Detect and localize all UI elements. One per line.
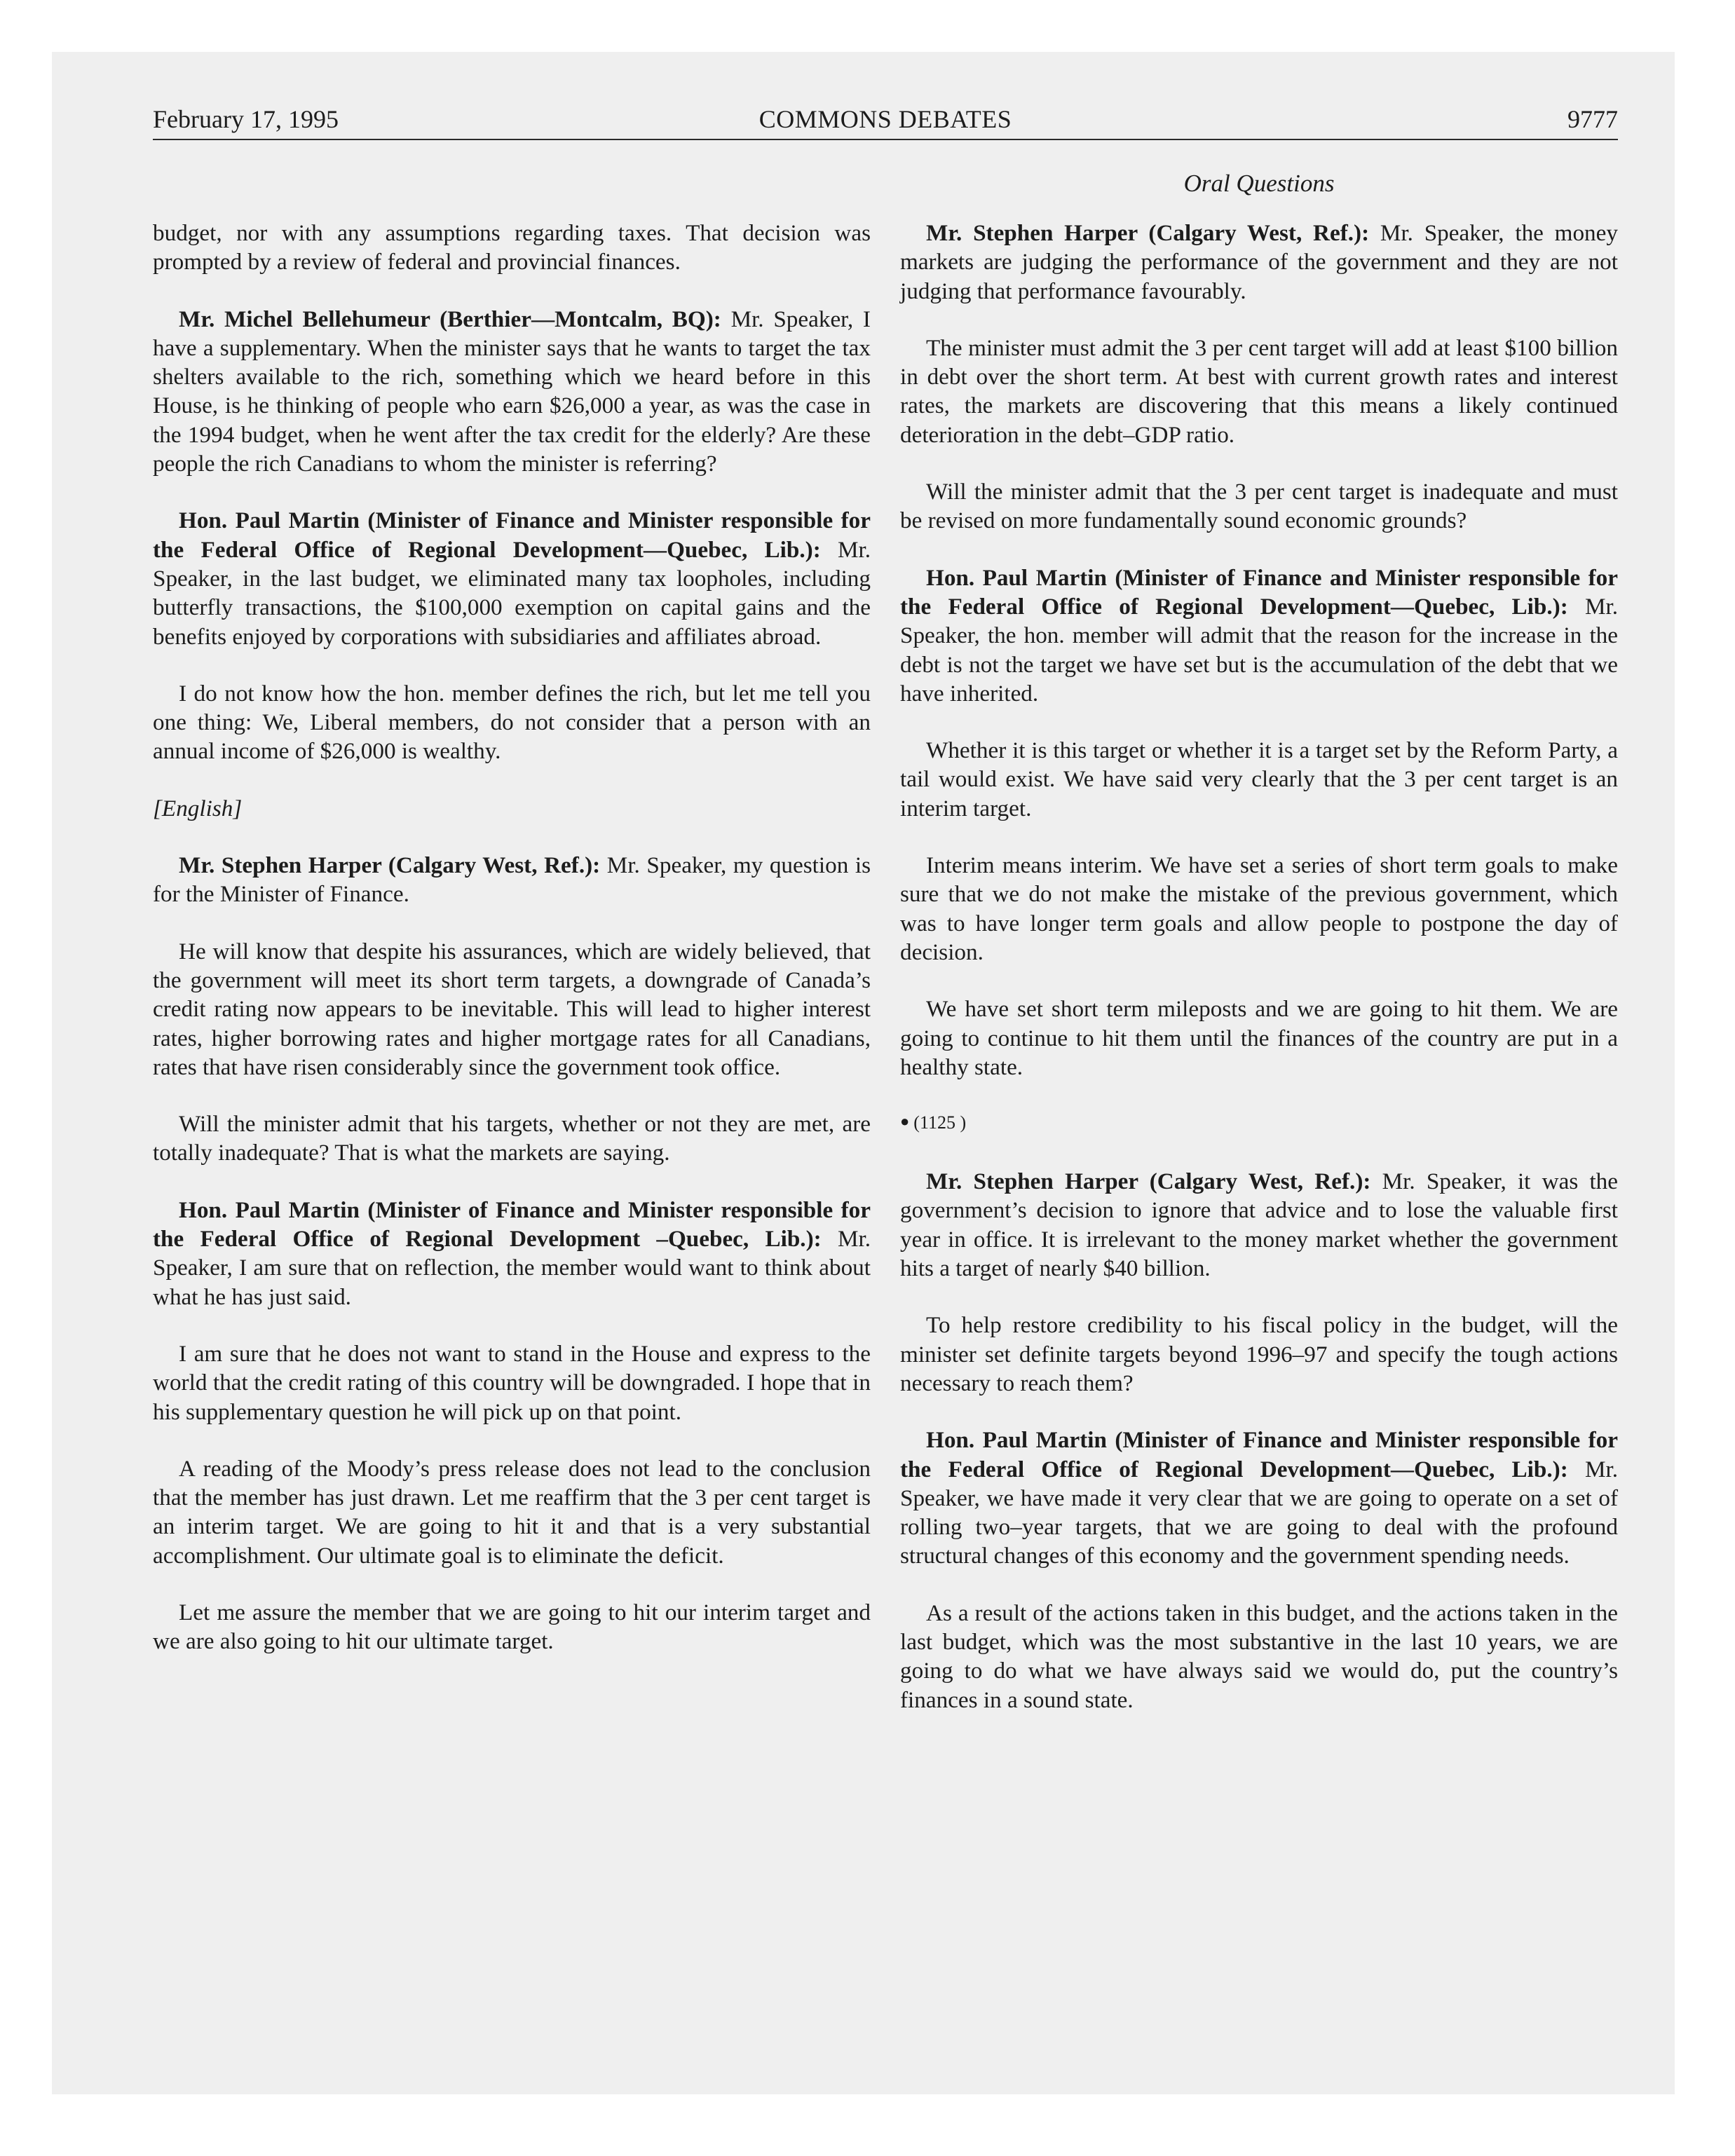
time-marker-text: (1125 ) [913,1112,967,1133]
language-note: [English] [153,795,243,821]
paragraph-text: Will the minister admit that the 3 per cent target is inadequate and must be revised on more fundamentally sound economic grounds? [900,479,1618,534]
paragraph-text: I am sure that he does not want to stand in the House and express to the world that the credit rating of this country will be downgraded. I hope that in his supplementary question he will pick up on that point. [153,1340,871,1425]
paragraph-text: Mr. Speaker, the hon. member will admit that the reason for the increase in the debt is not the target we have set but is the accumulation of the debt that we have inherited. [900,593,1619,707]
paragraph [900,851,1618,967]
speaker-name: Hon. Paul Martin (Minister of Finance and Minister responsible for the Federal Office of Regional Development—Quebec, Lib.): [153,507,871,563]
right-column [900,219,1618,1742]
paragraph [153,1110,871,1168]
paragraph-text: Mr. Speaker, I am sure that on reflection, the member would want to think about what he has just said. [153,1226,871,1310]
header-rule [153,139,1618,140]
paragraph [900,334,1618,449]
paragraph-text: I do not know how the hon. member defines the rich, but let me tell you one thing: We, Liberal members, do not consider that a person with an annual income of $26,000 is wealthy. [153,680,871,765]
paragraph [153,1339,871,1426]
time-marker [900,1110,1618,1135]
paragraph-text: Whether it is this target or whether it is a target set by the Reform Party, a tail would exist. We have said very clearly that the 3 per cent target is an interim target. [900,737,1618,821]
paragraph-text: A reading of the Moody’s press release does not lead to the conclusion that the member has just drawn. Let me reaffirm that the 3 per cent target is an interim target. We are going to hit it and that is a very substantial accomplishment. Our ultimate goal is to eliminate the deficit. [153,1455,871,1569]
paragraph-text: Mr. Speaker, my question is for the Minister of Finance. [153,852,871,908]
speaker-name: Hon. Paul Martin (Minister of Finance and Minister responsible for the Federal Office of Regional Development—Quebec, Lib.): [900,564,1618,620]
paragraph [900,564,1618,708]
paragraph-text: The minister must admit the 3 per cent target will add at least $100 billion in debt over the short term. At best with current growth rates and interest rates, the markets are discovering that this means a likely continued deterioration in the debt–GDP ratio. [900,334,1618,448]
paragraph-text: Will the minister admit that his targets, whether or not they are met, are totally inadequate? That is what the markets are saying. [153,1111,871,1166]
paragraph [153,937,871,1082]
header-page-number: 9777 [1567,105,1618,133]
paragraph [900,995,1618,1082]
paragraph-text: Mr. Speaker, in the last budget, we eliminated many tax loopholes, including butterfly transactions, the $100,000 exemption on capital gains and the benefits enjoyed by corporations with subsidiaries and affiliates abroad. [153,536,871,650]
paragraph [153,851,871,909]
paragraph [153,679,871,766]
speaker-name: Hon. Paul Martin (Minister of Finance and Minister responsible for the Federal Office of Regional Development –Quebec, Lib.): [153,1196,871,1253]
paragraph [153,1598,871,1656]
speaker-name: Mr. Stephen Harper (Calgary West, Ref.): [179,852,601,879]
paragraph-text: Mr. Speaker, it was the government’s decision to ignore that advice and to lose the valuable first year in office. It is irrelevant to the money market whether the government hits a target of nearly $40 billion. [900,1168,1618,1282]
paragraph [900,1426,1618,1570]
speaker-name: Mr. Stephen Harper (Calgary West, Ref.): [926,1168,1371,1195]
speaker-name: Mr. Michel Bellehumeur (Berthier—Montcalm, BQ): [179,306,721,332]
paragraph [900,477,1618,535]
paragraph-text: We have set short term mileposts and we are going to hit them. We are going to continue to hit them until the finances of the country are put in a healthy state. [900,996,1618,1080]
header-publication: COMMONS DEBATES [758,105,1012,133]
paragraph-text: To help restore credibility to his fiscal policy in the budget, will the minister set definite targets beyond 1996–97 and specify the tough actions necessary to reach them? [900,1312,1618,1396]
paragraph [900,736,1618,823]
paragraph-text: Mr. Speaker, I have a supplementary. When the minister says that he wants to target the tax shelters available to the rich, something which we heard before in this House, is he thinking of people who earn $26,000 a year, as was the case in the 1994 budget, when he went after the tax credit for the elderly? Are these people the rich Canadians to whom the minister is referring? [153,306,871,477]
paragraph [900,1599,1618,1714]
speaker-name: Hon. Paul Martin (Minister of Finance and Minister responsible for the Federal Office of Regional Development—Quebec, Lib.): [900,1427,1618,1482]
paragraph-text: As a result of the actions taken in this budget, and the actions taken in the last budget, which was the most substantive in the last 10 years, we are going to do what we have always said we would do, put the country’s finances in a sound state. [900,1599,1618,1713]
paragraph-text: He will know that despite his assurances, which are widely believed, that the government will meet its short term targets, a downgrade of Canada’s credit rating now appears to be inevitable. This will lead to higher interest rates, higher borrowing rates and higher mortgage rates for all Canadians, rates that have risen considerably since the government took office. [153,938,871,1080]
paragraph-text: Interim means interim. We have set a series of short term goals to make sure that we do not make the mistake of the previous government, which was to have longer term goals and allow people to postpone the day of decision. [900,852,1618,965]
section-heading: Oral Questions [1183,170,1335,197]
paragraph [153,305,871,479]
paragraph [153,1196,871,1311]
paragraph-text: Mr. Speaker, we have made it very clear that we are going to operate on a set of rolling two–year targets, that we are going to deal with the profound structural changes of this economy and the government spending needs. [900,1456,1619,1569]
paragraph [900,1311,1618,1398]
paragraph-text: Let me assure the member that we are going to hit our interim target and we are also going to hit our ultimate target. [153,1599,871,1655]
paragraph-text: Mr. Speaker, the money markets are judging the performance of the government and they are not judging that performance favourably. [900,220,1618,304]
speaker-name: Mr. Stephen Harper (Calgary West, Ref.): [926,220,1370,246]
paragraph [153,219,871,277]
paragraph [900,219,1618,306]
paragraph-text: budget, nor with any assumptions regarding taxes. That decision was prompted by a review of federal and provincial finances. [153,220,871,275]
paragraph [153,1454,871,1570]
paragraph [153,506,871,650]
paragraph [900,1167,1618,1283]
left-column [153,219,871,1684]
page-header [153,98,1618,140]
header-date: February 17, 1995 [153,105,339,133]
bullet-icon: ● [900,1112,910,1131]
